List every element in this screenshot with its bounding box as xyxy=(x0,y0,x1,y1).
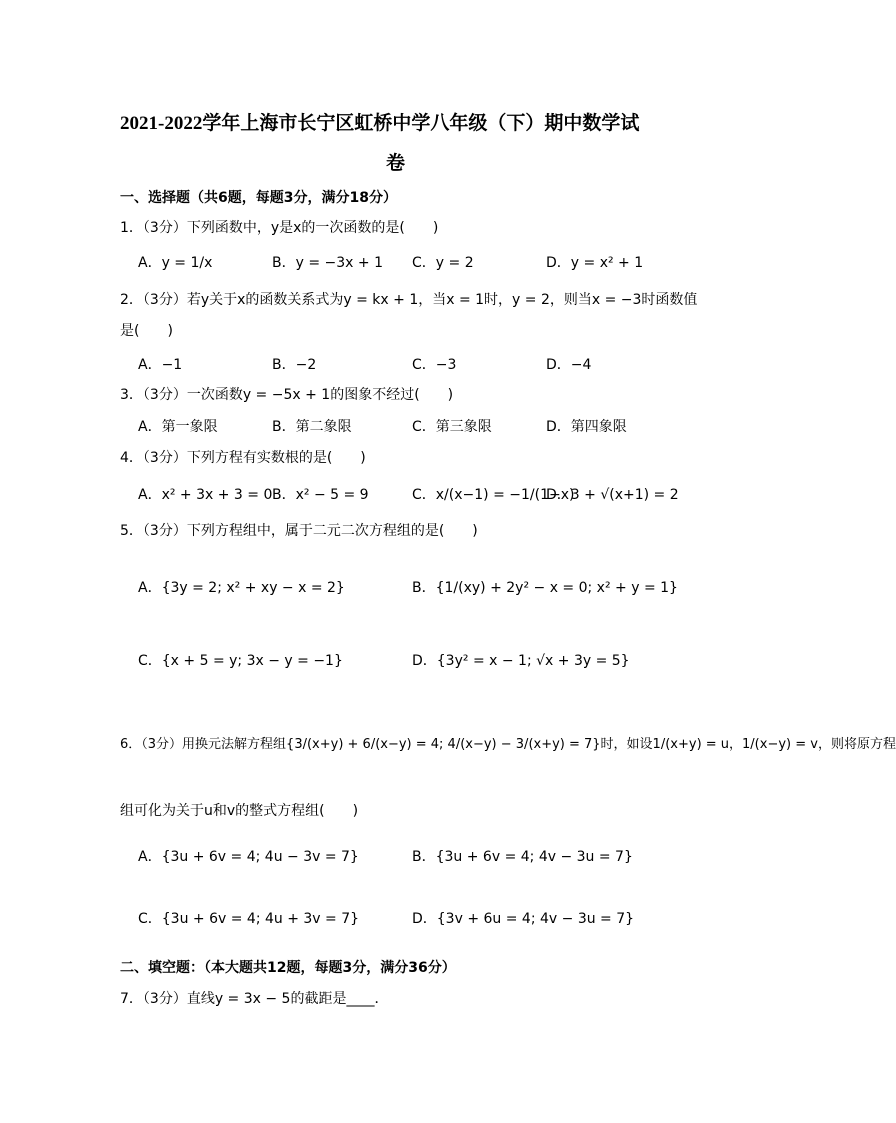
q3-option-c: C．第三象限 xyxy=(412,419,492,435)
section-heading-choice: 一、选择题（共6题，每题3分，满分18分） xyxy=(120,190,397,206)
question-7-stem: 7．（3分）直线y = 3x − 5的截距是____． xyxy=(120,991,389,1007)
question-6-stem-line1: 6．（3分）用换元法解方程组{3/(x+y) + 6/(x−y) = 4; 4/(x−y) − 3/(x+y) = 7}时，如设1/(x+y) = u，1/(x−y) = v，则将原方程 xyxy=(120,737,896,752)
q5-option-a: A．{3y = 2; x² + xy − x = 2} xyxy=(138,580,345,596)
question-2-stem-line2: 是( ) xyxy=(120,323,173,339)
q1-option-d: D．y = x² + 1 xyxy=(546,255,644,271)
q2-option-c: C．−3 xyxy=(412,357,457,373)
q6-option-a: A．{3u + 6v = 4; 4u − 3v = 7} xyxy=(138,849,359,865)
q4-option-a: A．x² + 3x + 3 = 0 xyxy=(138,487,273,503)
q1-option-b: B．y = −3x + 1 xyxy=(272,255,383,271)
q2-option-d: D．−4 xyxy=(546,357,592,373)
q1-option-a: A．y = 1/x xyxy=(138,255,213,271)
q4-option-b: B．x² − 5 = 9 xyxy=(272,487,369,503)
q5-option-c: C．{x + 5 = y; 3x − y = −1} xyxy=(138,653,343,669)
q4-option-d: D．3 + √(x+1) = 2 xyxy=(546,487,679,503)
q6-option-c: C．{3u + 6v = 4; 4u + 3v = 7} xyxy=(138,911,360,927)
q6-option-b: B．{3u + 6v = 4; 4v − 3u = 7} xyxy=(412,849,633,865)
q5-option-b: B．{1/(xy) + 2y² − x = 0; x² + y = 1} xyxy=(412,580,678,596)
q6-option-d: D．{3v + 6u = 4; 4v − 3u = 7} xyxy=(412,911,635,927)
q5-option-d: D．{3y² = x − 1; √x + 3y = 5} xyxy=(412,653,630,669)
q2-option-b: B．−2 xyxy=(272,357,317,373)
q2-option-a: A．−1 xyxy=(138,357,183,373)
page-title-continued: 卷 xyxy=(386,153,406,174)
question-5-stem: 5．（3分）下列方程组中，属于二元二次方程组的是( ) xyxy=(120,523,478,539)
question-3-stem: 3．（3分）一次函数y = −5x + 1的图象不经过( ) xyxy=(120,387,454,403)
section-heading-fill-in: 二、填空题：（本大题共12题，每题3分，满分36分） xyxy=(120,960,456,976)
page-title: 2021-2022学年上海市长宁区虹桥中学八年级（下）期中数学试 xyxy=(120,113,640,134)
question-6-stem-line2: 组可化为关于u和v的整式方程组( ) xyxy=(120,803,359,819)
q3-option-b: B．第二象限 xyxy=(272,419,352,435)
question-4-stem: 4．（3分）下列方程有实数根的是( ) xyxy=(120,450,366,466)
q4-option-c: C．x/(x−1) = −1/(1−x) xyxy=(412,487,575,503)
question-1-stem: 1．（3分）下列函数中，y是x的一次函数的是( ) xyxy=(120,220,439,236)
question-2-stem-line1: 2．（3分）若y关于x的函数关系式为y = kx + 1，当x = 1时，y = 2，则当x = −3时函数值 xyxy=(120,292,698,308)
q3-option-a: A．第一象限 xyxy=(138,419,218,435)
q3-option-d: D．第四象限 xyxy=(546,419,627,435)
q1-option-c: C．y = 2 xyxy=(412,255,474,271)
